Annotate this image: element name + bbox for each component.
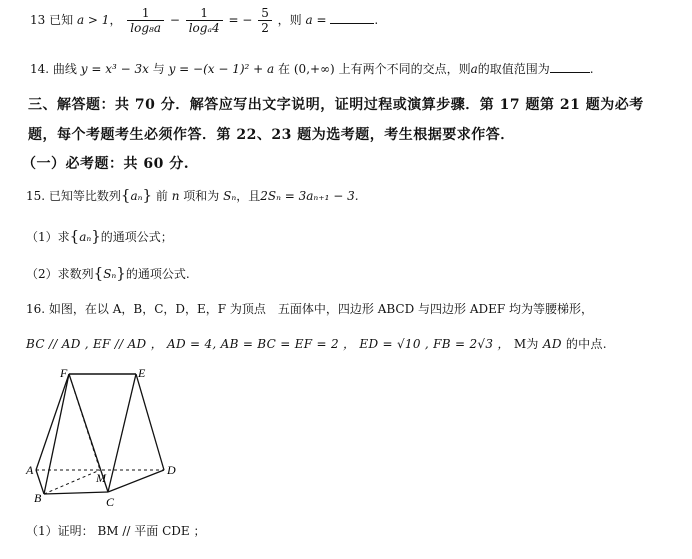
section3-line2: 题，每个考题考生必须作答．第 22、23 题为选考题，考生根据要求作答． bbox=[28, 127, 515, 143]
q13-lead: 已知 bbox=[49, 13, 74, 27]
q15-stem-a: 15. 已知等比数列 bbox=[26, 189, 121, 203]
label-M: M bbox=[96, 471, 106, 485]
q15-stem-d: ，且 bbox=[236, 189, 261, 203]
label-B: B bbox=[34, 491, 42, 505]
q13-tail2: = bbox=[316, 13, 327, 27]
edge-ED bbox=[136, 374, 164, 470]
q13-f3-den: 2 bbox=[261, 21, 269, 35]
edge-BM-dashed bbox=[44, 470, 100, 494]
q14-end: . bbox=[589, 62, 594, 76]
q15-part2-b: 的通项公式. bbox=[125, 267, 190, 281]
q13-sep: ， bbox=[109, 13, 122, 27]
q13-f1-den: log₈a bbox=[130, 21, 161, 35]
question-13 bbox=[30, 6, 378, 35]
q13-f2-den: logₐ4 bbox=[188, 21, 220, 35]
question-15-part-2 bbox=[26, 264, 190, 282]
question-15-stem bbox=[26, 186, 359, 204]
q15-part1-seq: aₙ bbox=[79, 230, 92, 244]
question-16-part-1: （1）证明： BM // 平面 CDE ； bbox=[26, 524, 206, 538]
q15-n: n bbox=[171, 189, 180, 203]
q13-end: . bbox=[374, 13, 379, 27]
brace-right: } bbox=[91, 227, 101, 245]
section3-subheading: （一）必考题：共 60 分. bbox=[22, 156, 190, 172]
q14-text2: 与 bbox=[152, 62, 165, 76]
q13-fraction-1 bbox=[127, 6, 164, 35]
label-F: F bbox=[60, 366, 68, 380]
q14-text5: 的取值范围为 bbox=[477, 62, 550, 76]
q13-minus: − bbox=[169, 13, 180, 27]
brace-left: { bbox=[69, 227, 80, 245]
label-D: D bbox=[167, 463, 176, 477]
q13-f1-num: 1 bbox=[127, 6, 164, 21]
q14-answer-blank bbox=[550, 62, 590, 73]
question-16-conditions bbox=[26, 335, 607, 352]
section3-line1: 三、解答题：共 70 分．解答应写出文字说明，证明过程或演算步骤．第 17 题第 21 题为必考 bbox=[28, 97, 644, 113]
q15-part1-b: 的通项公式； bbox=[100, 230, 173, 244]
q16-line2a: BC // AD , EF // AD ， AD = 4, AB = BC = EF = 2 ， ED = √10 , FB = 2√3 ， bbox=[26, 337, 510, 351]
brace-left: { bbox=[93, 264, 104, 282]
q15-stem-c: 项和为 bbox=[183, 189, 220, 203]
pentahedron-figure bbox=[24, 364, 194, 514]
q15-formula: 2Sₙ = 3aₙ₊₁ − 3. bbox=[260, 189, 359, 203]
q15-seq-a: aₙ bbox=[130, 189, 143, 203]
label-C: C bbox=[106, 495, 115, 509]
q16-line2d: 的中点. bbox=[565, 337, 607, 351]
brace-left: { bbox=[120, 186, 131, 204]
q15-part1-a: （1）求 bbox=[26, 230, 70, 244]
q14-var: a bbox=[470, 62, 478, 76]
question-14 bbox=[30, 60, 594, 77]
q14-curve-1: y = x³ − 3x bbox=[80, 62, 149, 76]
q13-answer-blank bbox=[330, 13, 374, 24]
q13-condition: a > 1 bbox=[76, 13, 110, 27]
brace-right: } bbox=[142, 186, 153, 204]
q15-part2-a: （2）求数列 bbox=[26, 267, 94, 281]
label-E: E bbox=[138, 366, 146, 380]
q15-sn: Sₙ bbox=[223, 189, 237, 203]
q15-stem-b: 前 bbox=[155, 189, 168, 203]
q13-var: a bbox=[305, 13, 313, 27]
edge-EC bbox=[108, 374, 136, 492]
q16-line2c: AD bbox=[542, 337, 562, 351]
q14-text1: 曲线 bbox=[52, 62, 77, 76]
q13-number: 13 bbox=[30, 13, 46, 27]
q14-text3: 在 bbox=[278, 62, 291, 76]
brace-right: } bbox=[116, 264, 126, 282]
q13-f2-num: 1 bbox=[186, 6, 223, 21]
q16-line2b: M为 bbox=[513, 337, 539, 351]
q13-f3-num: 5 bbox=[258, 6, 272, 21]
q14-number: 14. bbox=[30, 62, 50, 76]
q13-tail: ，则 bbox=[277, 13, 302, 27]
q13-eq: = − bbox=[228, 13, 253, 27]
edge-CD bbox=[108, 470, 164, 492]
q13-fraction-2 bbox=[186, 6, 223, 35]
q13-fraction-3 bbox=[258, 6, 272, 35]
edge-BC bbox=[44, 492, 108, 494]
question-16-stem: 16. 如图，在以 A，B，C，D，E，F 为顶点 五面体中，四边形 ABCD 与四边形 ADEF 均为等腰梯形， bbox=[26, 302, 594, 316]
q15-part2-seq: Sₙ bbox=[103, 267, 117, 281]
q14-text4: 上有两个不同的交点，则 bbox=[338, 62, 471, 76]
label-A: A bbox=[26, 463, 34, 477]
q14-interval: (0,+∞) bbox=[293, 62, 335, 76]
question-15-part-1 bbox=[26, 227, 173, 245]
q14-curve-2: y = −(x − 1)² + a bbox=[168, 62, 275, 76]
